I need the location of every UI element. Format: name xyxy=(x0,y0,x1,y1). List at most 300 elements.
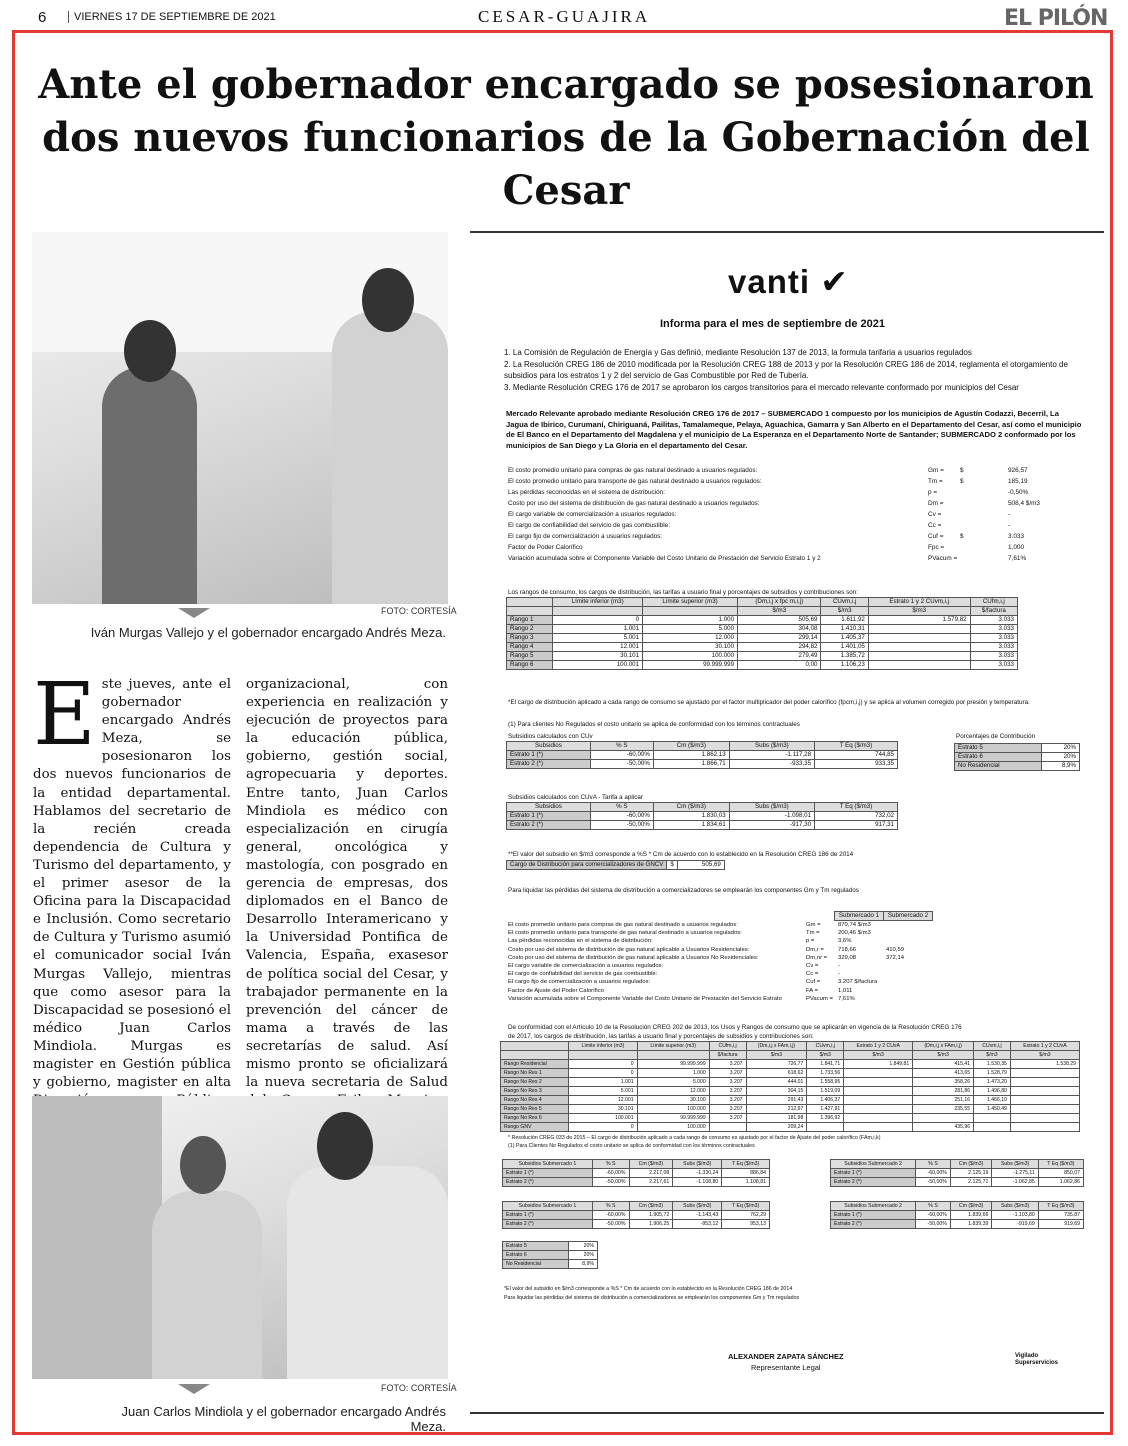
parameter-row xyxy=(508,970,948,978)
table-cell: 1.538,29 xyxy=(1010,1060,1079,1069)
table-cell: 8,9% xyxy=(1042,762,1080,771)
table-cell: 732,02 xyxy=(815,812,898,821)
table-header-cell: T Eq ($/m3) xyxy=(722,1160,770,1169)
table-header-cell: (Dm,i,j x FAm,i,j) xyxy=(913,1042,974,1051)
table-cell: Rango 3 xyxy=(507,634,553,643)
table-row xyxy=(955,762,1080,771)
table-header-row xyxy=(507,742,898,751)
table-cell: Rango No Res 4 xyxy=(501,1096,569,1105)
table-row xyxy=(831,1178,1084,1187)
table-cell xyxy=(913,1114,974,1123)
parameter-label: El costo promedio unitario para compras de gas natural destinado a usuarios regulados: xyxy=(508,922,738,928)
table-cell: Estrato 2 (*) xyxy=(507,760,591,769)
table-cell: 304,15 xyxy=(746,1087,807,1096)
table-cell: Rango No Res 2 xyxy=(501,1078,569,1087)
table-row xyxy=(503,1242,598,1251)
table-cell: 100.000 xyxy=(637,1123,709,1132)
table-cell: 1.906,25 xyxy=(629,1220,673,1229)
table-cell: 1.001 xyxy=(569,1078,637,1087)
parameter-label: El cargo fijo de comercialización a usuarios regulados: xyxy=(508,979,651,986)
table-cell xyxy=(974,1123,1011,1132)
table-cell xyxy=(844,1114,913,1123)
parameter-val: - xyxy=(1008,522,1011,529)
table-cell: 12.001 xyxy=(569,1096,637,1105)
table-cell: 0 xyxy=(569,1060,637,1069)
parameter-val: -0,50% xyxy=(1008,489,1029,496)
table-cell: Estrato 5 xyxy=(503,1242,569,1251)
table-header-cell: Subsidios Submercado 1 xyxy=(503,1202,593,1211)
table-header-cell: Cm ($/m3) xyxy=(629,1202,673,1211)
table-header-cell: CUvm,i,j xyxy=(974,1042,1011,1051)
table-header-cell: Estrato 1 y 2 CUvm,i,j xyxy=(868,598,970,607)
table-header-cell: $/m3 xyxy=(738,607,821,616)
regulation-list xyxy=(504,347,1084,394)
gncv-unit: $ xyxy=(667,861,677,870)
subsidy-table-cuva xyxy=(506,802,898,830)
parameter-v1: 718,66 xyxy=(838,946,857,953)
table-units-row xyxy=(501,1051,1080,1060)
table-cell: 1.396,92 xyxy=(807,1114,844,1123)
table-cell: 251,16 xyxy=(913,1096,974,1105)
parameter-sym: p = xyxy=(806,938,815,945)
table-header-cell: Subs ($/m3) xyxy=(729,742,814,751)
table-header-cell: CUvm,i,j xyxy=(821,598,868,607)
parameter-row xyxy=(508,509,1054,520)
table-row xyxy=(503,1169,770,1178)
table-header-cell xyxy=(501,1051,569,1060)
table-cell xyxy=(844,1087,913,1096)
subsidy-table-title: Subsidios calculados con CUvA - Tarifa a aplicar xyxy=(508,794,643,801)
table-cell: Rango No Res 5 xyxy=(501,1105,569,1114)
table-cell xyxy=(868,625,970,634)
table-cell: 20% xyxy=(568,1251,597,1260)
table-cell: 212,97 xyxy=(746,1105,807,1114)
table-cell: 30.101 xyxy=(553,652,643,661)
parameter-val: 508,4 $/m3 xyxy=(1008,500,1040,507)
table-cell: 3.033 xyxy=(970,661,1017,670)
table-row xyxy=(955,753,1080,762)
table-cell: -50,00% xyxy=(916,1178,951,1187)
photo-mindiola xyxy=(32,1096,448,1379)
table-cell: 100.001 xyxy=(569,1114,637,1123)
submarket-1-heading: Submercado 1 xyxy=(835,912,884,921)
table-cell: 1.496,80 xyxy=(974,1087,1011,1096)
table-cell: 20% xyxy=(568,1242,597,1251)
table-cell: 3.207 xyxy=(709,1060,746,1069)
table-header-cell: Subs ($/m3) xyxy=(729,803,814,812)
table-cell: 3.207 xyxy=(709,1087,746,1096)
list-item: 1. La Comisión de Regulación de Energía y Gas definió, mediante Resolución 137 de 2013, la formula tarifaria a usuarios regulados xyxy=(504,348,972,357)
table-cell: 30.100 xyxy=(643,643,738,652)
table-header-cell: T Eq ($/m3) xyxy=(722,1202,770,1211)
table-cell: 5.001 xyxy=(553,634,643,643)
parameter-row xyxy=(508,954,948,962)
table-row xyxy=(501,1105,1080,1114)
submarket-ranges-table xyxy=(500,1041,1080,1132)
table-cell: 3.033 xyxy=(970,634,1017,643)
table-cell: 99.999.999 xyxy=(637,1060,709,1069)
table-cell: 1.473,20 xyxy=(974,1078,1011,1087)
table-cell: 919,69 xyxy=(1038,1220,1083,1229)
table-cell: Estrato 6 xyxy=(503,1251,569,1260)
table-cell: 100.001 xyxy=(553,661,643,670)
table-cell xyxy=(844,1123,913,1132)
table-cell: No Residencial xyxy=(503,1260,569,1269)
table-cell: -60,00% xyxy=(592,1169,629,1178)
table-cell: 744,85 xyxy=(815,751,898,760)
table-row xyxy=(507,751,898,760)
subsidy-table-sm1-a xyxy=(502,1159,770,1187)
table-cell: 3.207 xyxy=(709,1105,746,1114)
table-cell: -1.098,01 xyxy=(729,812,814,821)
table-cell: 2.125,19 xyxy=(950,1169,991,1178)
table-header-cell: Cm ($/m3) xyxy=(950,1202,991,1211)
contribution-table xyxy=(954,743,1080,771)
table-cell: Estrato 1 (*) xyxy=(507,751,591,760)
table-cell: 505,69 xyxy=(738,616,821,625)
table-cell: 850,07 xyxy=(1038,1169,1083,1178)
table-header-cell xyxy=(643,607,738,616)
parameter-row xyxy=(508,937,948,945)
table-header-row xyxy=(831,1160,1084,1169)
table-header-cell: Subs ($/m3) xyxy=(992,1160,1038,1169)
table-header-cell: Subsidios Submercado 2 xyxy=(831,1160,916,1169)
table-row xyxy=(507,760,898,769)
table-cell: Rango 5 xyxy=(507,652,553,661)
parameter-v1: 3,6% xyxy=(838,938,852,945)
parameter-sym: PVacum = xyxy=(806,995,833,1002)
photo-credit: FOTO: CORTESÍA xyxy=(381,1383,457,1393)
list-item: 3. Mediante Resolución CREG 176 de 2017 se aprobaron los cargos transitorios para el mercado relevante conformado por municipios del Cesar xyxy=(504,383,1019,392)
table-header-cell: Subs ($/m3) xyxy=(673,1160,722,1169)
table-cell xyxy=(844,1105,913,1114)
table-header-cell: CUfm,i,j xyxy=(709,1042,746,1051)
table-cell: 12.001 xyxy=(553,643,643,652)
table-cell: 12.000 xyxy=(643,634,738,643)
subsidy-value-note: **El valor del subsidio en $/m3 corresponde a %S * Cm de acuerdo con lo establecido en la Resolución CREG 186 de 2014 xyxy=(508,851,854,858)
table-cell: 30.100 xyxy=(637,1096,709,1105)
parameter-row xyxy=(508,929,948,937)
table-cell xyxy=(868,652,970,661)
page-header xyxy=(0,0,1128,30)
parameter-label: Las pérdidas reconocidas en el sistema de distribución: xyxy=(508,938,653,945)
ad-subtitle: Informa para el mes de septiembre de 2021 xyxy=(660,318,885,330)
parameter-label: Costo por uso del sistema de distribución de gas natural aplicable a Usuarios No Residenciales: xyxy=(508,954,759,961)
parameter-sym: PVacum = xyxy=(928,555,958,562)
photo-credit: FOTO: CORTESÍA xyxy=(381,606,457,616)
table-header-cell xyxy=(507,598,553,607)
table-row xyxy=(507,821,898,830)
parameter-v1: - xyxy=(838,971,840,978)
parameter-row xyxy=(508,995,948,1003)
table-cell: -917,30 xyxy=(729,821,814,830)
table-cell: -1.330,24 xyxy=(673,1169,722,1178)
parameter-sym: Tm = xyxy=(806,930,820,937)
table-header-cell: % S xyxy=(590,742,653,751)
table-cell: -60,00% xyxy=(590,812,653,821)
table-header-cell: Límite inferior (m3) xyxy=(569,1042,637,1051)
parameter-sym: Gm = xyxy=(806,922,821,928)
nonregulated-note: (1) Para clientes No Regulados el costo unitario se aplica de conformidad con los términos contractuales xyxy=(508,721,800,728)
table-cell: -60,00% xyxy=(592,1211,629,1220)
parameter-v1: 870,74 $/m3 xyxy=(838,922,871,928)
photo-caption: Iván Murgas Vallejo y el gobernador encargado Andrés Meza. xyxy=(90,625,446,640)
table-cell: Rango GNV xyxy=(501,1123,569,1132)
table-cell: 618,62 xyxy=(746,1069,807,1078)
creg-note: * Resolución CREG 033 de 2015 – El cargo de distribución aplicado a cada rango de consumo es ajustado por el factor de Ajuste del poder calorífico (FAm,i,k) xyxy=(508,1135,881,1141)
table-header-cell: $/factura xyxy=(970,607,1017,616)
table-cell: 1.385,72 xyxy=(821,652,868,661)
table-cell: 415,41 xyxy=(913,1060,974,1069)
subsidy-table-cuv xyxy=(506,741,898,769)
parameter-label: El cargo de confiabilidad del servicio de gas combustible: xyxy=(508,522,670,529)
parameter-label: El cargo de confiabilidad del servicio de gas combustible: xyxy=(508,971,658,978)
table-cell: -60,00% xyxy=(916,1211,951,1220)
table-header-cell xyxy=(553,607,643,616)
parameter-val: - xyxy=(1008,511,1011,518)
table-header-cell: T Eq ($/m3) xyxy=(815,742,898,751)
parameter-row xyxy=(508,946,948,954)
table-cell: 5.001 xyxy=(569,1087,637,1096)
table-header-row xyxy=(507,598,1018,607)
table-cell: 3.207 xyxy=(709,1114,746,1123)
subsidy-table-sm2-b xyxy=(830,1201,1084,1229)
table-cell: Rango No Res 1 xyxy=(501,1069,569,1078)
table-row xyxy=(501,1114,1080,1123)
article-column-2 xyxy=(246,676,448,1165)
table-cell: 181,98 xyxy=(746,1114,807,1123)
parameter-row xyxy=(508,531,1054,542)
table-cell xyxy=(807,1123,844,1132)
table-header-cell: Subs ($/m3) xyxy=(673,1202,722,1211)
table-cell: 3.207 xyxy=(709,1078,746,1087)
parameter-label: Factor de Ajuste del Poder Calorífico xyxy=(508,987,604,994)
table-cell: -1.275,11 xyxy=(992,1169,1038,1178)
table-cell: -1.108,80 xyxy=(673,1178,722,1187)
table-cell: 30.101 xyxy=(569,1105,637,1114)
parameter-sym: Cuf = xyxy=(928,533,944,540)
parameter-label: El cargo variable de comercialización a usuarios regulados: xyxy=(508,511,677,518)
table-header-cell: $/m3 xyxy=(807,1051,844,1060)
table-cell: 5.000 xyxy=(643,625,738,634)
table-cell: No Residencial xyxy=(955,762,1042,771)
table-cell: 1.001 xyxy=(553,625,643,634)
table-cell: 1.905,72 xyxy=(629,1211,673,1220)
headline: Ante el gobernador encargado se posesionaron dos nuevos funcionarios de la Gobernación del Cesar xyxy=(38,61,1094,214)
table-header-cell: (Dm,i,j x fpc m,i,j) xyxy=(738,598,821,607)
table-header-cell: Estrato 1 y 2 CUvA xyxy=(1010,1042,1079,1051)
parameter-label: Costo por uso del sistema de distribución de gas natural destinado a usuarios regulados: xyxy=(508,500,760,507)
table-row xyxy=(501,1087,1080,1096)
table-header-cell: % S xyxy=(592,1202,629,1211)
table-header-row xyxy=(831,1202,1084,1211)
vanti-logo: vanti ✔ xyxy=(728,262,849,301)
parameter-label: Costo por uso del sistema de distribución de gas natural aplicable a Usuarios Residenciales: xyxy=(508,946,750,953)
table-row xyxy=(503,1178,770,1187)
table-cell: Estrato 1 (*) xyxy=(831,1211,916,1220)
table-cell: 1.841,71 xyxy=(807,1060,844,1069)
ranges-table xyxy=(506,597,1018,670)
table-cell: 358,26 xyxy=(913,1078,974,1087)
market-description: Mercado Relevante aprobado mediante Resolución CREG 176 de 2017 – SUBMERCADO 1 compuesto por los municipios de Agustín Codazzi, Becerril, La Jagua de Ibirico, Curumaní, Chiriguaná, Pailitas, Tamalameque, Pelaya, Aguachica, Gamarra y San Alberto en el Departamento del Cesar, así como el municipio de El Banco en el Departamento del Magdalena y el municipio de La Esperanza en el Departamento Norte de Santander; SUBMERCADO 2 conformado por los municipios de San Diego y La Gloria en el departamento del Cesar. xyxy=(506,409,1082,450)
table-cell: 5.000 xyxy=(637,1078,709,1087)
parameter-sym: Dm,r = xyxy=(806,946,824,953)
table-cell: 1.466,10 xyxy=(974,1096,1011,1105)
table-cell: Rango Residencial xyxy=(501,1060,569,1069)
table-cell: Estrato 2 (*) xyxy=(503,1178,593,1187)
table-cell: Rango No Res 3 xyxy=(501,1087,569,1096)
parameter-v2: 372,14 xyxy=(886,954,905,961)
table-header-cell xyxy=(507,607,553,616)
parameter-label: El costo promedio unitario para transporte de gas natural destinado a usuarios regulados: xyxy=(508,478,762,485)
table-cell: 1.106,23 xyxy=(821,661,868,670)
nonregulated-note: (1) Para Clientes No Regulados el costo unitario se aplica de conformidad con los términos contractuales xyxy=(508,1143,755,1149)
table-header-row xyxy=(507,803,898,812)
parameter-row xyxy=(508,962,948,970)
table-cell: 279,49 xyxy=(738,652,821,661)
parameter-unit: $ xyxy=(960,467,964,474)
table-cell xyxy=(844,1069,913,1078)
issue-date: VIERNES 17 DE SEPTIEMBRE DE 2021 xyxy=(68,11,276,23)
table-row xyxy=(501,1078,1080,1087)
ranges-intro-note: De conformidad con el Artículo 10 de la Resolución CREG 202 de 2013, los Usos y Rangos de consumo que se aplicarán en vigencia de la Resolución CREG 176 de 2017, los cargos de distribución, las tarifas a usuario final y porcentajes de subsidios y contribuciones son: xyxy=(508,1024,962,1040)
table-cell: 762,29 xyxy=(722,1211,770,1220)
table-cell: 1.849,81 xyxy=(844,1060,913,1069)
table-row xyxy=(507,652,1018,661)
table-cell: 20% xyxy=(1042,744,1080,753)
table-cell: -1.103,80 xyxy=(992,1211,1038,1220)
parameter-val: 926,57 xyxy=(1008,467,1028,474)
table-header-cell: Estrato 1 y 2 CUvA xyxy=(844,1042,913,1051)
table-cell: -50,00% xyxy=(592,1220,629,1229)
parameter-row xyxy=(508,542,1054,553)
table-cell: 299,14 xyxy=(738,634,821,643)
losses-note: Para liquidar las pérdidas del sistema de distribución a comercializadores se emplearán los componentes Gm y Tm regulados xyxy=(508,887,859,894)
parameter-sym: Cc = xyxy=(806,971,819,978)
table-cell: Rango No Res 6 xyxy=(501,1114,569,1123)
table-cell: 1.108,81 xyxy=(722,1178,770,1187)
table-row xyxy=(501,1060,1080,1069)
parameter-sym: Dm = xyxy=(928,500,944,507)
table-cell: 917,31 xyxy=(815,821,898,830)
table-row xyxy=(503,1220,770,1229)
subsidy-table-sm1-b xyxy=(502,1201,770,1229)
table-cell xyxy=(1010,1078,1079,1087)
submarket-header xyxy=(834,911,933,921)
table-cell: 0 xyxy=(569,1069,637,1078)
parameter-sym: p = xyxy=(928,489,938,496)
table-row xyxy=(507,661,1018,670)
table-row xyxy=(507,812,898,821)
table-units-row xyxy=(507,607,1018,616)
parameter-sym: FA = xyxy=(806,987,818,994)
photo-caption: Juan Carlos Mindiola y el gobernador encargado Andrés Meza. xyxy=(121,1404,446,1434)
table-header-cell: $/m3 xyxy=(974,1051,1011,1060)
bottom-rule xyxy=(470,1412,1104,1414)
table-cell: 1.000 xyxy=(637,1069,709,1078)
caption-marker xyxy=(178,608,210,618)
table-cell: Estrato 2 (*) xyxy=(831,1220,916,1229)
table-header-cell: $/m3 xyxy=(1010,1051,1079,1060)
table-header-cell: $/m3 xyxy=(913,1051,974,1060)
table-cell xyxy=(1010,1123,1079,1132)
table-cell: Estrato 1 (*) xyxy=(507,812,591,821)
table-cell: Estrato 1 (*) xyxy=(503,1211,593,1220)
parameter-row xyxy=(508,978,948,986)
table-cell: 99.999.999 xyxy=(637,1114,709,1123)
table-cell: 12.000 xyxy=(637,1087,709,1096)
table-header-cell: Subsidios Submercado 1 xyxy=(503,1160,593,1169)
table-cell: Estrato 2 (*) xyxy=(831,1178,916,1187)
table-cell: Estrato 5 xyxy=(955,744,1042,753)
table-header-cell: Subsidios xyxy=(507,803,591,812)
check-icon: ✔ xyxy=(820,262,849,301)
subsidy-table-sm2-a xyxy=(830,1159,1084,1187)
body-text: organizacional, con experiencia en realización y ejecución de proyectos para la educación pública, gobierno, gestión social, agropecuaria y deportes. Entre tanto, Juan Carlos Mindiola es médico con especialización en cirugía general, oncológica y mastología, con posgrado en gerencia de empresas, dos diplomados en el Banco de Desarrollo Interamericano y la Universidad Pontifica de Valencia, España, exasesor de política social del Cesar, y trabajador permanente en la prevención del cáncer de mama a través de las secretarías de salud. Así mismo pronto se oficializará la nueva secretaria de Salud xyxy=(246,677,448,1091)
table-cell: Rango 2 xyxy=(507,625,553,634)
page-number: 6 xyxy=(38,9,47,26)
signer-role: Representante Legal xyxy=(750,1363,821,1372)
table-cell: -60,00% xyxy=(590,751,653,760)
parameter-val: 7,61% xyxy=(1008,555,1027,562)
parameter-v1: 7,61% xyxy=(838,995,855,1002)
table-row xyxy=(501,1096,1080,1105)
parameter-sym: Cuf = xyxy=(806,979,821,986)
table-cell: 1.733,56 xyxy=(807,1069,844,1078)
parameter-label: El costo promedio unitario para compras de gas natural destinado a usuarios regulados: xyxy=(508,467,758,474)
table-header-cell: T Eq ($/m3) xyxy=(1038,1160,1083,1169)
table-cell: 304,08 xyxy=(738,625,821,634)
parameter-v1: 3.207 $/factura xyxy=(838,979,878,986)
contribution-table-2 xyxy=(502,1241,598,1269)
contribution-title: Porcentajes de Contribución xyxy=(956,733,1036,740)
table-cell: 209,24 xyxy=(746,1123,807,1132)
table-header-cell: % S xyxy=(916,1202,951,1211)
table-row xyxy=(831,1220,1084,1229)
parameter-v1: 200,46 $/m3 xyxy=(838,930,871,937)
table-cell: 1.834,61 xyxy=(653,821,729,830)
subsidy-table-title: Subsidios calculados con CUv xyxy=(508,733,593,740)
newspaper-logo: EL PILÓN xyxy=(1004,6,1108,31)
table-header-cell: T Eq ($/m3) xyxy=(1038,1202,1083,1211)
table-cell: 886,84 xyxy=(722,1169,770,1178)
table-cell: 8,9% xyxy=(568,1260,597,1269)
table-cell: 3.033 xyxy=(970,625,1017,634)
table-cell xyxy=(868,661,970,670)
losses-note: Para liquidar las pérdidas del sistema de distribución a comercializadores se emplearán los componentes Gm y Tm regulados xyxy=(504,1295,800,1301)
table-cell xyxy=(1010,1096,1079,1105)
drop-cap: E xyxy=(33,665,96,765)
parameter-label: El cargo fijo de comercialización a usuarios regulados: xyxy=(508,533,663,540)
table-header-cell: Subs ($/m3) xyxy=(992,1202,1038,1211)
table-cell: -50,00% xyxy=(592,1178,629,1187)
parameter-sym: Cv = xyxy=(928,511,942,518)
table-cell: Rango 4 xyxy=(507,643,553,652)
table-cell: 1.528,79 xyxy=(974,1069,1011,1078)
table-cell: -50,00% xyxy=(590,821,653,830)
signer-name: ALEXANDER ZAPATA SÁNCHEZ xyxy=(728,1352,844,1361)
table-cell: 1.000 xyxy=(643,616,738,625)
table-cell: 435,96 xyxy=(913,1123,974,1132)
parameter-unit: $ xyxy=(960,533,964,540)
table-cell: Rango 6 xyxy=(507,661,553,670)
table-cell: 3.207 xyxy=(709,1096,746,1105)
table-row xyxy=(507,643,1018,652)
gncv-label: Cargo de Distribución para comercializadores de GNCV xyxy=(507,861,667,870)
table-cell: 1.558,95 xyxy=(807,1078,844,1087)
table-header-cell xyxy=(569,1051,637,1060)
parameter-sym: Tm = xyxy=(928,478,943,485)
